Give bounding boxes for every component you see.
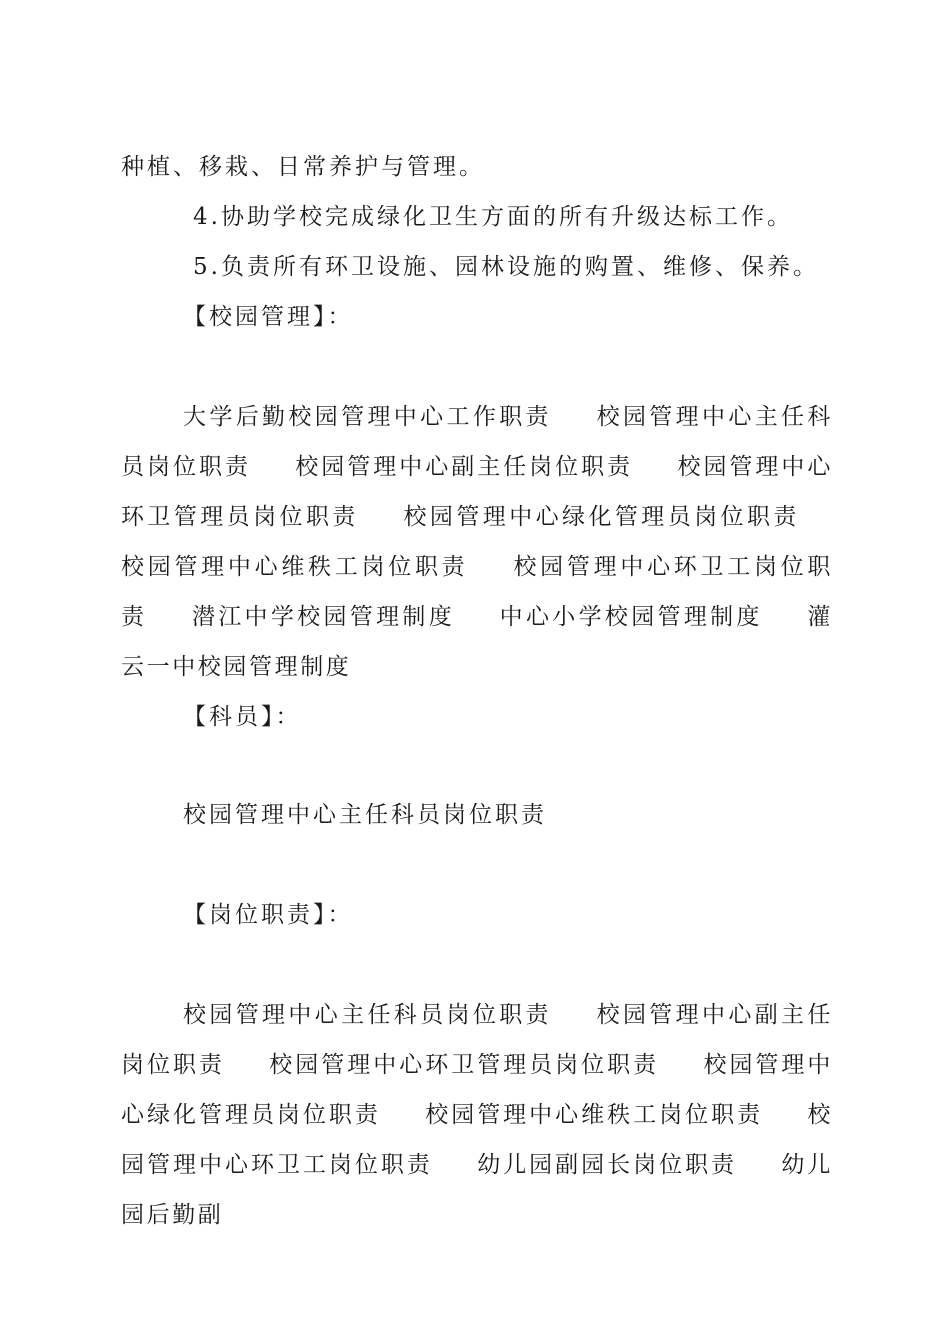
campus-link-6[interactable]: 校园管理中心维秩工岗位职责 (121, 554, 469, 580)
clerk-link[interactable]: 校园管理中心主任科员岗位职责 (183, 802, 547, 828)
campus-links-paragraph (121, 392, 833, 692)
campus-link-2[interactable]: 校园管理中心主任科员岗位职责 (121, 404, 833, 480)
duty-link-2[interactable]: 校园管理中心副主任岗位职责 (121, 1002, 833, 1078)
duty-link-3[interactable]: 校园管理中心环卫管理员岗位职责 (269, 1052, 660, 1078)
section-header-clerk: 【科员】： (183, 704, 302, 730)
campus-link-5[interactable]: 校园管理中心绿化管理员岗位职责 (403, 504, 799, 530)
section-header-duty: 【岗位职责】： (183, 902, 354, 928)
duty-links-paragraph (121, 990, 833, 1240)
duty-link-6[interactable]: 校园管理中心环卫工岗位职责 (121, 1102, 834, 1178)
campus-link-1[interactable]: 大学后勤校园管理中心工作职责 (183, 404, 552, 430)
section-header-campus: 【校园管理】： (183, 304, 354, 330)
duty-link-5[interactable]: 校园管理中心维秩工岗位职责 (425, 1102, 764, 1128)
campus-link-10[interactable]: 灌云一中校园管理制度 (121, 604, 833, 680)
campus-link-4[interactable]: 校园管理中心环卫管理员岗位职责 (121, 454, 833, 530)
text-line-continuation: 种植、移栽、日常养护与管理。 (121, 154, 485, 180)
campus-link-8[interactable]: 潜江中学校园管理制度 (191, 604, 456, 630)
duty-link-1[interactable]: 校园管理中心主任科员岗位职责 (183, 1002, 552, 1028)
duty-link-7[interactable]: 幼儿园副园长岗位职责 (477, 1152, 738, 1178)
text-line-item-4: 4.协助学校完成绿化卫生方面的所有升级达标工作。 (193, 204, 793, 230)
campus-link-3[interactable]: 校园管理中心副主任岗位职责 (295, 454, 634, 480)
campus-link-9[interactable]: 中心小学校园管理制度 (499, 604, 763, 630)
campus-link-7[interactable]: 校园管理中心环卫工岗位职责 (121, 554, 834, 630)
duty-link-4[interactable]: 校园管理中心绿化管理员岗位职责 (121, 1052, 834, 1128)
duty-link-8[interactable]: 幼儿园后勤副 (121, 1152, 834, 1228)
text-line-item-5: 5.负责所有环卫设施、园林设施的购置、维修、保养。 (193, 254, 819, 280)
